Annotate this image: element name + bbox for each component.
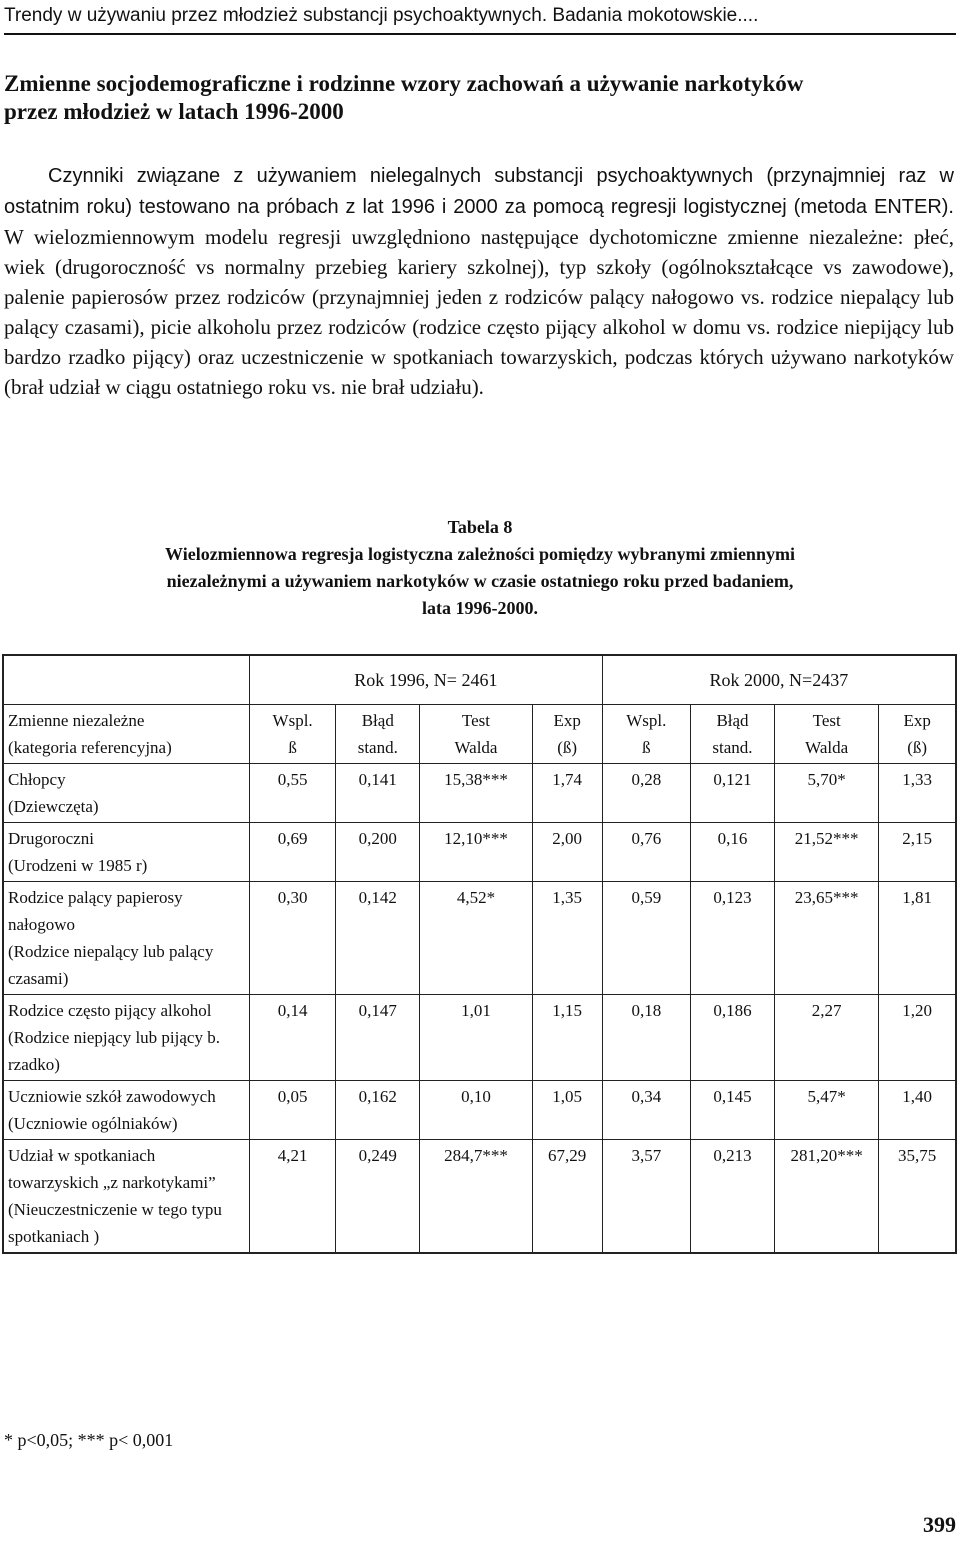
variable-label: Uczniowie szkół zawodowych — [8, 1087, 216, 1106]
value-cell: 0,121 — [690, 764, 774, 823]
value-cell: 0,123 — [690, 882, 774, 995]
value-cell: 1,33 — [879, 764, 956, 823]
table-column-header-row — [3, 705, 956, 764]
value-cell: 0,142 — [336, 882, 420, 995]
variable-column-header — [3, 705, 250, 764]
column-header — [775, 705, 879, 764]
column-header-line: Błąd — [361, 711, 394, 730]
value-cell: 0,34 — [602, 1081, 690, 1140]
value-cell: 1,74 — [532, 764, 602, 823]
table-row — [3, 1140, 956, 1254]
column-header — [336, 705, 420, 764]
variable-cell — [3, 882, 250, 995]
column-header-line: ß — [642, 738, 651, 757]
value-cell: 0,141 — [336, 764, 420, 823]
value-cell: 281,20*** — [775, 1140, 879, 1254]
column-header-line: Test — [812, 711, 841, 730]
value-cell: 0,200 — [336, 823, 420, 882]
variable-cell — [3, 1081, 250, 1140]
reference-category: (Urodzeni w 1985 r) — [8, 856, 148, 875]
value-cell: 0,76 — [602, 823, 690, 882]
column-header-line: Exp — [903, 711, 931, 730]
column-header — [532, 705, 602, 764]
column-header-line: Wspl. — [626, 711, 667, 730]
value-cell: 1,15 — [532, 995, 602, 1081]
value-cell: 5,70* — [775, 764, 879, 823]
value-cell: 0,162 — [336, 1081, 420, 1140]
value-cell: 67,29 — [532, 1140, 602, 1254]
column-header — [879, 705, 956, 764]
value-cell: 0,55 — [250, 764, 336, 823]
value-cell: 1,81 — [879, 882, 956, 995]
reference-category: (Rodzice niepalący lub palący czasami) — [8, 942, 214, 988]
table-row — [3, 823, 956, 882]
section-title-line-2: przez młodzież w latach 1996-2000 — [4, 99, 344, 124]
value-cell: 0,28 — [602, 764, 690, 823]
variable-label: Chłopcy — [8, 770, 66, 789]
variable-cell — [3, 823, 250, 882]
table-corner-cell — [3, 655, 250, 705]
column-header-line: stand. — [712, 738, 753, 757]
value-cell: 15,38*** — [420, 764, 532, 823]
column-header — [250, 705, 336, 764]
value-cell: 2,15 — [879, 823, 956, 882]
column-header-line: (ß) — [907, 738, 928, 757]
value-cell: 5,47* — [775, 1081, 879, 1140]
value-cell: 0,14 — [250, 995, 336, 1081]
reference-category: (Nieuczestniczenie w tego typu spotkaniach ) — [8, 1200, 222, 1246]
regression-table — [2, 654, 957, 1254]
table-year-header-row — [3, 655, 956, 705]
section-title — [4, 70, 954, 126]
variable-label: Drugoroczni — [8, 829, 94, 848]
value-cell: 0,213 — [690, 1140, 774, 1254]
running-head: Trendy w używaniu przez młodzież substancji psychoaktywnych. Badania mokotowskie.... — [4, 4, 956, 35]
column-header-line: Walda — [454, 738, 498, 757]
column-header-line: Błąd — [716, 711, 749, 730]
value-cell: 0,10 — [420, 1081, 532, 1140]
value-cell: 1,20 — [879, 995, 956, 1081]
reference-category: (Dziewczęta) — [8, 797, 99, 816]
table-row — [3, 1081, 956, 1140]
year-2000-header: Rok 2000, N=2437 — [602, 655, 956, 705]
body-sentence-2: W wielozmiennowym modelu regresji uwzględniono następujące dychotomiczne zmienne niezależne: płeć, wiek (drugoroczność vs normalny przebieg kariery szkolnej), typ szkoły (ogólnokształcące vs zawodowe), palenie papierosów przez rodziców (przynajmniej jeden z rodziców palący nałogowo vs. rodzice niepalący lub palący czasami), picie alkoholu przez rodziców (rodzice często pijący alkohol w domu vs. rodzice niepijący lub bardzo rzadko pijący) oraz uczestniczenie w spotkaniach towarzyskich, podczas których używano narkotyków (brał udział w ciągu ostatniego roku vs. nie brał udziału). — [4, 225, 954, 399]
table-row — [3, 764, 956, 823]
column-header — [602, 705, 690, 764]
value-cell: 0,05 — [250, 1081, 336, 1140]
value-cell: 21,52*** — [775, 823, 879, 882]
table-caption-line-1: Wielozmiennowa regresja logistyczna zależności pomiędzy wybranymi zmiennymi — [165, 544, 795, 564]
value-cell: 4,21 — [250, 1140, 336, 1254]
value-cell: 1,01 — [420, 995, 532, 1081]
table-row — [3, 995, 956, 1081]
section-title-line-1: Zmienne socjodemograficzne i rodzinne wzory zachowań a używanie narkotyków — [4, 71, 804, 96]
value-cell: 0,30 — [250, 882, 336, 995]
value-cell: 1,35 — [532, 882, 602, 995]
table-row — [3, 882, 956, 995]
value-cell: 0,69 — [250, 823, 336, 882]
value-cell: 0,59 — [602, 882, 690, 995]
variable-label: Rodzice często pijący alkohol — [8, 1001, 212, 1020]
value-cell: 4,52* — [420, 882, 532, 995]
variable-cell — [3, 995, 250, 1081]
reference-category: (Uczniowie ogólniaków) — [8, 1114, 178, 1133]
table-caption-line-3: lata 1996-2000. — [422, 598, 538, 618]
body-sentence-1: Czynniki związane z używaniem nielegalnych substancji psychoaktywnych (przynajmniej raz w ostatnim roku) testowano na próbach z lat 1996 i 2000 za pomocą regresji logistycznej (metoda ENTER). — [4, 165, 954, 218]
value-cell: 0,147 — [336, 995, 420, 1081]
column-header-line: Test — [461, 711, 491, 730]
value-cell: 1,40 — [879, 1081, 956, 1140]
value-cell: 0,16 — [690, 823, 774, 882]
column-header-line: (ß) — [557, 738, 578, 757]
value-cell: 12,10*** — [420, 823, 532, 882]
column-header — [420, 705, 532, 764]
table-caption-line-2: niezależnymi a używaniem narkotyków w czasie ostatniego roku przed badaniem, — [166, 571, 794, 591]
value-cell: 0,249 — [336, 1140, 420, 1254]
value-cell: 1,05 — [532, 1081, 602, 1140]
column-header — [690, 705, 774, 764]
value-cell: 2,00 — [532, 823, 602, 882]
column-header-line: Exp — [553, 711, 581, 730]
variable-cell — [3, 1140, 250, 1254]
column-header-line: ß — [288, 738, 297, 757]
year-1996-header: Rok 1996, N= 2461 — [250, 655, 603, 705]
body-text — [4, 160, 954, 402]
significance-footnote: * p<0,05; *** p< 0,001 — [4, 1430, 174, 1450]
variable-cell — [3, 764, 250, 823]
value-cell: 284,7*** — [420, 1140, 532, 1254]
value-cell: 0,145 — [690, 1081, 774, 1140]
value-cell: 0,186 — [690, 995, 774, 1081]
variable-header-line-1: Zmienne niezależne — [8, 711, 145, 730]
variable-label: Rodzice palący papierosy nałogowo — [8, 888, 183, 934]
value-cell: 0,18 — [602, 995, 690, 1081]
page-number: 399 — [923, 1512, 956, 1537]
variable-header-line-2: (kategoria referencyjna) — [8, 738, 172, 757]
column-header-line: Wspl. — [272, 711, 313, 730]
value-cell: 35,75 — [879, 1140, 956, 1254]
body-paragraph — [4, 160, 954, 402]
value-cell: 3,57 — [602, 1140, 690, 1254]
value-cell: 23,65*** — [775, 882, 879, 995]
table-label: Tabela 8 — [447, 517, 513, 537]
column-header-line: stand. — [357, 738, 398, 757]
column-header-line: Walda — [805, 738, 849, 757]
table-caption — [0, 514, 960, 622]
variable-label: Udział w spotkaniach towarzyskich „z narkotykami” — [8, 1146, 216, 1192]
reference-category: (Rodzice niepjący lub pijący b. rzadko) — [8, 1028, 220, 1074]
value-cell: 2,27 — [775, 995, 879, 1081]
